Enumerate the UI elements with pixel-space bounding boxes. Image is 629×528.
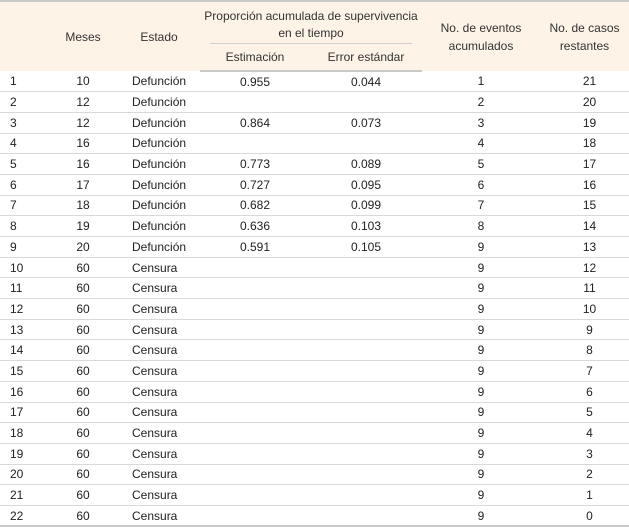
header-eventos — [422, 1, 540, 71]
row-index: 16 — [0, 381, 48, 402]
cell-eventos: 7 — [422, 195, 540, 216]
table-row — [0, 464, 629, 485]
row-index: 3 — [0, 112, 48, 133]
cell-estado: Defunción — [118, 71, 200, 92]
cell-estado: Defunción — [118, 112, 200, 133]
cell-eventos: 9 — [422, 423, 540, 444]
table-row — [0, 195, 629, 216]
cell-error: 0.105 — [310, 237, 422, 258]
header-proporcion-group — [200, 1, 422, 43]
header-casos-line2: restantes — [559, 38, 610, 53]
cell-restantes: 19 — [540, 112, 629, 133]
cell-eventos: 1 — [422, 71, 540, 92]
cell-restantes: 15 — [540, 195, 629, 216]
row-index: 4 — [0, 133, 48, 154]
cell-meses: 19 — [48, 216, 118, 237]
cell-estado: Defunción — [118, 154, 200, 175]
cell-estado: Defunción — [118, 216, 200, 237]
cell-estado: Defunción — [118, 237, 200, 258]
cell-error — [310, 443, 422, 464]
cell-error — [310, 423, 422, 444]
table-row — [0, 237, 629, 258]
row-index: 2 — [0, 92, 48, 113]
cell-error: 0.099 — [310, 195, 422, 216]
table-row — [0, 92, 629, 113]
cell-estimacion — [200, 319, 310, 340]
cell-meses: 12 — [48, 92, 118, 113]
row-index: 12 — [0, 299, 48, 320]
cell-error — [310, 485, 422, 506]
cell-estado: Censura — [118, 319, 200, 340]
cell-eventos: 9 — [422, 361, 540, 382]
cell-meses: 60 — [48, 257, 118, 278]
cell-estado: Censura — [118, 464, 200, 485]
row-index: 19 — [0, 443, 48, 464]
header-meses: Meses — [48, 1, 118, 71]
cell-estimacion — [200, 299, 310, 320]
cell-estimacion: 0.727 — [200, 174, 310, 195]
cell-restantes: 3 — [540, 443, 629, 464]
cell-estimacion — [200, 505, 310, 526]
cell-error: 0.089 — [310, 154, 422, 175]
cell-estado: Censura — [118, 505, 200, 526]
header-eventos-line2: acumulados — [448, 38, 514, 53]
cell-estado: Censura — [118, 443, 200, 464]
table-row — [0, 257, 629, 278]
table-row — [0, 361, 629, 382]
cell-estimacion: 0.636 — [200, 216, 310, 237]
cell-estimacion: 0.955 — [200, 71, 310, 92]
cell-eventos: 2 — [422, 92, 540, 113]
cell-error: 0.073 — [310, 112, 422, 133]
cell-estado: Censura — [118, 278, 200, 299]
cell-meses: 18 — [48, 195, 118, 216]
cell-restantes: 13 — [540, 237, 629, 258]
cell-error — [310, 133, 422, 154]
header-casos — [540, 1, 629, 71]
cell-estado: Censura — [118, 257, 200, 278]
cell-restantes: 0 — [540, 505, 629, 526]
header-estimacion: Estimación — [200, 43, 310, 71]
cell-estimacion: 0.682 — [200, 195, 310, 216]
row-index: 10 — [0, 257, 48, 278]
cell-estimacion — [200, 485, 310, 506]
table-row — [0, 381, 629, 402]
cell-error: 0.044 — [310, 71, 422, 92]
cell-error — [310, 319, 422, 340]
cell-restantes: 20 — [540, 92, 629, 113]
cell-error — [310, 92, 422, 113]
cell-meses: 12 — [48, 112, 118, 133]
table-row — [0, 154, 629, 175]
cell-restantes: 9 — [540, 319, 629, 340]
cell-meses: 60 — [48, 299, 118, 320]
table-row — [0, 423, 629, 444]
cell-eventos: 9 — [422, 402, 540, 423]
cell-estimacion — [200, 402, 310, 423]
cell-eventos: 4 — [422, 133, 540, 154]
table-row — [0, 71, 629, 92]
cell-eventos: 8 — [422, 216, 540, 237]
cell-restantes: 14 — [540, 216, 629, 237]
cell-estimacion — [200, 92, 310, 113]
cell-meses: 60 — [48, 278, 118, 299]
row-index: 9 — [0, 237, 48, 258]
cell-meses: 20 — [48, 237, 118, 258]
row-index: 13 — [0, 319, 48, 340]
cell-eventos: 9 — [422, 257, 540, 278]
table-row — [0, 174, 629, 195]
cell-restantes: 6 — [540, 381, 629, 402]
cell-error — [310, 278, 422, 299]
cell-eventos: 9 — [422, 340, 540, 361]
cell-eventos: 9 — [422, 485, 540, 506]
cell-restantes: 12 — [540, 257, 629, 278]
cell-eventos: 6 — [422, 174, 540, 195]
cell-meses: 60 — [48, 485, 118, 506]
table-row — [0, 340, 629, 361]
header-eventos-line1: No. de eventos — [440, 20, 522, 35]
table-header — [0, 1, 629, 71]
cell-eventos: 9 — [422, 381, 540, 402]
cell-estado: Defunción — [118, 92, 200, 113]
cell-restantes: 16 — [540, 174, 629, 195]
table-row — [0, 216, 629, 237]
cell-error — [310, 361, 422, 382]
cell-meses: 60 — [48, 319, 118, 340]
cell-restantes: 7 — [540, 361, 629, 382]
table-row — [0, 443, 629, 464]
table-body — [0, 71, 629, 526]
cell-eventos: 9 — [422, 464, 540, 485]
cell-estimacion — [200, 464, 310, 485]
row-index: 22 — [0, 505, 48, 526]
cell-estimacion: 0.773 — [200, 154, 310, 175]
row-index: 14 — [0, 340, 48, 361]
cell-error — [310, 340, 422, 361]
cell-eventos: 9 — [422, 299, 540, 320]
cell-eventos: 9 — [422, 237, 540, 258]
cell-eventos: 5 — [422, 154, 540, 175]
table-row — [0, 319, 629, 340]
row-index: 5 — [0, 154, 48, 175]
cell-restantes: 5 — [540, 402, 629, 423]
cell-estimacion — [200, 340, 310, 361]
cell-restantes: 21 — [540, 71, 629, 92]
header-proporcion-line1: Proporción acumulada de supervivencia — [204, 9, 418, 23]
row-index: 1 — [0, 71, 48, 92]
cell-error: 0.095 — [310, 174, 422, 195]
cell-estimacion — [200, 361, 310, 382]
cell-estado: Censura — [118, 299, 200, 320]
row-index: 21 — [0, 485, 48, 506]
cell-eventos: 9 — [422, 278, 540, 299]
row-index: 20 — [0, 464, 48, 485]
cell-restantes: 2 — [540, 464, 629, 485]
cell-error — [310, 257, 422, 278]
cell-eventos: 9 — [422, 443, 540, 464]
cell-estado: Defunción — [118, 133, 200, 154]
cell-estado: Censura — [118, 381, 200, 402]
cell-restantes: 4 — [540, 423, 629, 444]
cell-restantes: 10 — [540, 299, 629, 320]
cell-estado: Defunción — [118, 174, 200, 195]
cell-error — [310, 299, 422, 320]
cell-meses: 16 — [48, 133, 118, 154]
cell-estimacion: 0.864 — [200, 112, 310, 133]
table-row — [0, 402, 629, 423]
row-index: 17 — [0, 402, 48, 423]
cell-meses: 60 — [48, 505, 118, 526]
row-index: 11 — [0, 278, 48, 299]
cell-error — [310, 505, 422, 526]
cell-restantes: 17 — [540, 154, 629, 175]
header-index — [0, 1, 48, 71]
cell-restantes: 11 — [540, 278, 629, 299]
cell-meses: 60 — [48, 361, 118, 382]
cell-meses: 16 — [48, 154, 118, 175]
cell-estimacion — [200, 443, 310, 464]
table-row — [0, 505, 629, 526]
cell-estimacion — [200, 278, 310, 299]
cell-estado: Censura — [118, 361, 200, 382]
cell-meses: 60 — [48, 423, 118, 444]
row-index: 8 — [0, 216, 48, 237]
cell-meses: 60 — [48, 402, 118, 423]
cell-restantes: 1 — [540, 485, 629, 506]
cell-meses: 17 — [48, 174, 118, 195]
cell-estado: Censura — [118, 402, 200, 423]
header-casos-line1: No. de casos — [549, 20, 620, 35]
row-index: 18 — [0, 423, 48, 444]
cell-meses: 60 — [48, 340, 118, 361]
cell-eventos: 9 — [422, 319, 540, 340]
cell-estado: Censura — [118, 340, 200, 361]
table-row — [0, 133, 629, 154]
cell-meses: 60 — [48, 443, 118, 464]
cell-estimacion — [200, 257, 310, 278]
cell-restantes: 8 — [540, 340, 629, 361]
cell-estimacion — [200, 381, 310, 402]
cell-meses: 60 — [48, 464, 118, 485]
cell-meses: 10 — [48, 71, 118, 92]
cell-eventos: 9 — [422, 505, 540, 526]
cell-eventos: 3 — [422, 112, 540, 133]
row-index: 15 — [0, 361, 48, 382]
table-row — [0, 299, 629, 320]
cell-estimacion — [200, 133, 310, 154]
cell-estado: Defunción — [118, 195, 200, 216]
table-row — [0, 112, 629, 133]
row-index: 6 — [0, 174, 48, 195]
cell-error — [310, 464, 422, 485]
cell-estado: Censura — [118, 485, 200, 506]
cell-error — [310, 402, 422, 423]
cell-error — [310, 381, 422, 402]
table-row — [0, 278, 629, 299]
header-error: Error estándar — [310, 43, 422, 71]
cell-error: 0.103 — [310, 216, 422, 237]
cell-estimacion: 0.591 — [200, 237, 310, 258]
header-proporcion-line2: en el tiempo — [278, 26, 344, 40]
cell-meses: 60 — [48, 381, 118, 402]
cell-estado: Censura — [118, 423, 200, 444]
cell-estimacion — [200, 423, 310, 444]
header-estado: Estado — [118, 1, 200, 71]
table-row — [0, 485, 629, 506]
cell-restantes: 18 — [540, 133, 629, 154]
row-index: 7 — [0, 195, 48, 216]
